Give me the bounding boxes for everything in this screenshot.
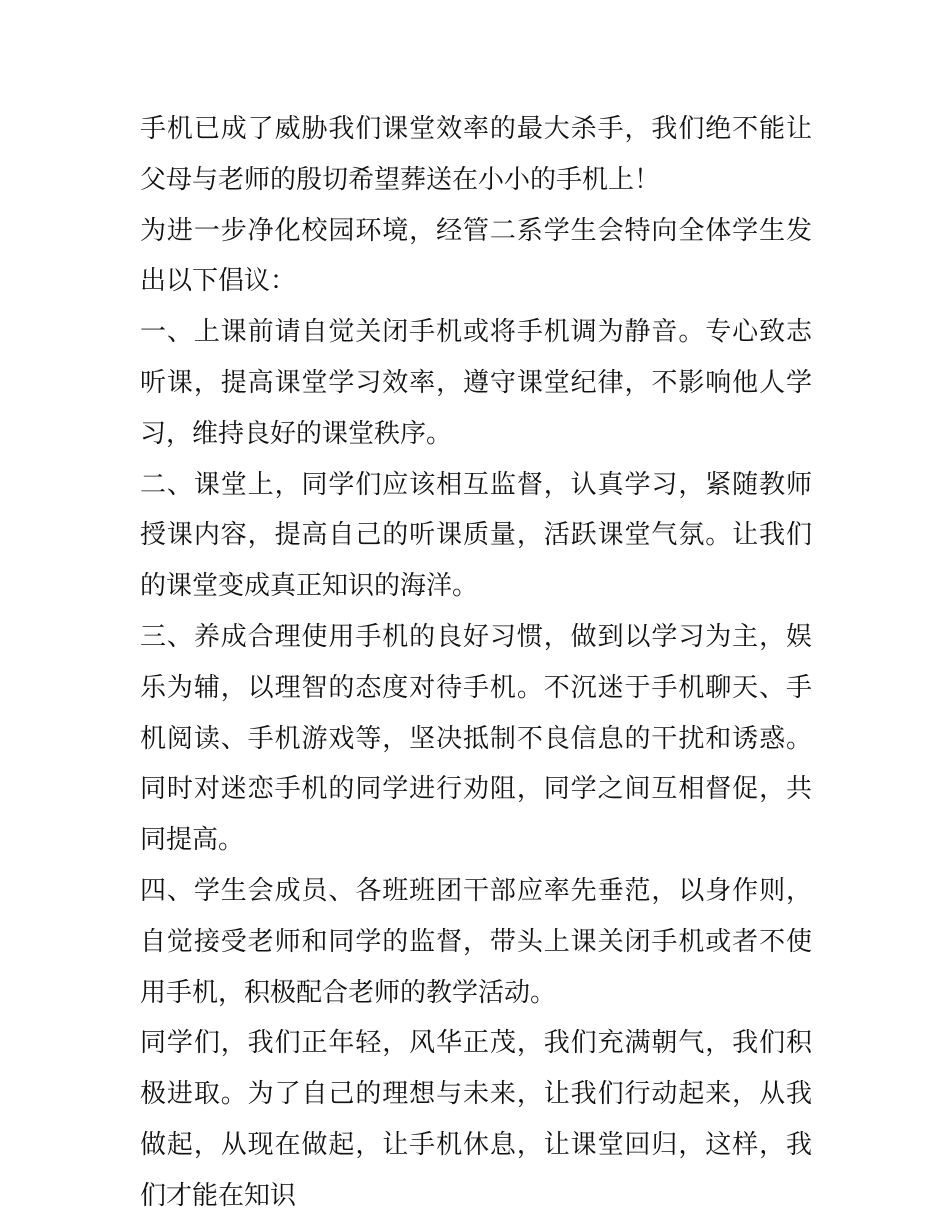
paragraph-item-four: 四、学生会成员、各班班团干部应率先垂范，以身作则，自觉接受老师和同学的监督，带头上课关闭手机或者不使用手机，积极配合老师的教学活动。 <box>140 875 812 1008</box>
document-body <box>140 104 812 1222</box>
paragraph-proposal-lead: 为进一步净化校园环境，经管二系学生会特向全体学生发出以下倡议： <box>140 215 812 297</box>
paragraph-item-one: 一、上课前请自觉关闭手机或将手机调为静音。专心致志听课，提高课堂学习效率，遵守课堂纪律，不影响他人学习，维持良好的课堂秩序。 <box>140 317 812 449</box>
paragraph-intro: 手机已成了威胁我们课堂效率的最大杀手，我们绝不能让父母与老师的殷切希望葬送在小小的手机上！ <box>140 114 812 195</box>
paragraph-item-three: 三、养成合理使用手机的良好习惯，做到以学习为主，娱乐为辅，以理智的态度对待手机。不沉迷于手机聊天、手机阅读、手机游戏等，坚决抵制不良信息的干扰和诱惑。同时对迷恋手机的同学进行劝阻，同学之间互相督促，共同提高。 <box>140 621 812 856</box>
paragraph-closing: 同学们，我们正年轻，风华正茂，我们充满朝气，我们积极进取。为了自己的理想与未来，让我们行动起来，从我做起，从现在做起，让手机休息，让课堂回归，这样，我们才能在知识 <box>140 1028 812 1211</box>
paragraph-item-two: 二、课堂上，同学们应该相互监督，认真学习，紧随教师授课内容，提高自己的听课质量，活跃课堂气氛。让我们的课堂变成真正知识的海洋。 <box>140 469 812 602</box>
